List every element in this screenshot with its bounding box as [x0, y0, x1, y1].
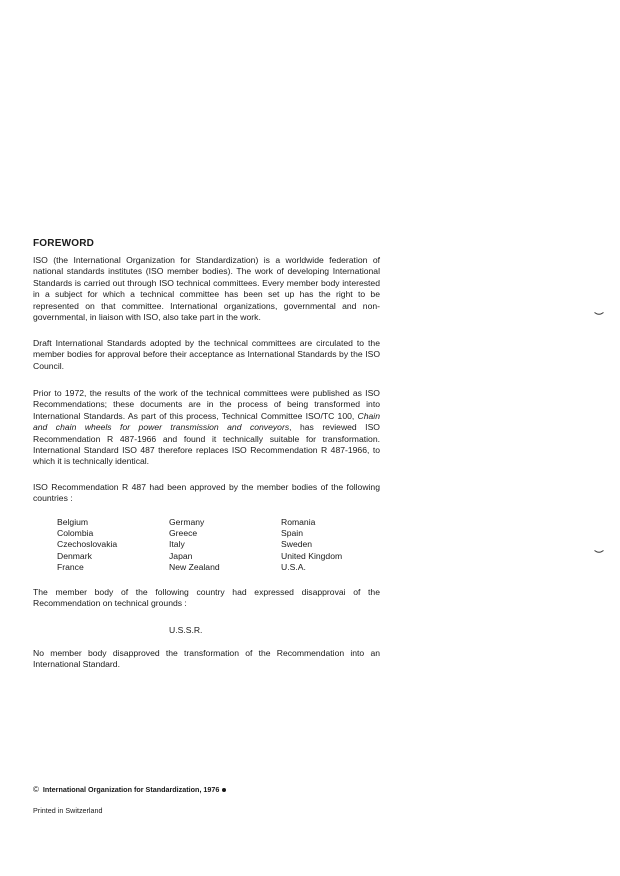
printed-in-line: Printed in Switzerland — [33, 806, 103, 815]
country-item: Denmark — [57, 550, 92, 561]
committee-title: Chain and chain wheels for power transmission and conveyors — [33, 410, 380, 433]
country-item: New Zealand — [169, 561, 220, 572]
foreword-heading: FOREWORD — [33, 238, 95, 249]
country-item: Greece — [169, 528, 198, 539]
copyright-line — [33, 785, 226, 794]
country-item: Colombia — [57, 528, 94, 539]
paragraph-disapproval: The member body of the following country had expressed disapprovai of the Recommendation on technical grounds : — [33, 587, 380, 609]
disapproving-country: U.S.S.R. — [169, 625, 203, 635]
country-item: Germany — [169, 517, 205, 527]
paragraph-approval: ISO Recommendation R 487 had been approved by the member bodies of the following countries : — [33, 482, 380, 504]
country-item: Belgium — [57, 517, 89, 527]
country-item: Italy — [169, 539, 185, 550]
country-item: Romania — [281, 517, 316, 527]
country-item: Japan — [169, 550, 193, 561]
paragraph-iso-intro: ISO (the International Organization for Standardization) is a worldwide federation of national standards institutes (ISO member bodies). The work of developing International Standards is carried out through ISO technical committees. Every member body interested in a subject for which a technical committee has been set up has the right to be represented on that committee. International organizations, governmental and non-governmental, in liaison with ISO, also take part in the work. — [33, 255, 380, 323]
bullet-icon — [222, 788, 226, 792]
copyright-symbol: © — [33, 785, 39, 794]
paragraph-history-text-2: , has reviewed ISO Recommendation R 487-1966 and found it technically suitable for transformation. International Standard ISO 487 therefore replaces ISO Recommendation R 487-1966, to which it is technically identical. — [33, 422, 380, 467]
margin-mark-icon — [594, 550, 604, 554]
country-item: United Kingdom — [281, 550, 343, 561]
country-item: U.S.A. — [281, 561, 306, 572]
country-item: Spain — [281, 528, 303, 539]
paragraph-history-text-1: Prior to 1972, the results of the work of the technical committees were published as ISO Recommendations; these documents are in the process of being transformed into International Standards. As part of this process, Technical Committee ISO/TC 100, — [33, 388, 380, 421]
paragraph-history — [33, 388, 380, 468]
country-item: France — [57, 561, 84, 572]
paragraph-draft-standards: Draft International Standards adopted by the technical committees are circulated to the member bodies for approval before their acceptance as International Standards by the ISO Council. — [33, 338, 380, 371]
country-list — [57, 517, 397, 573]
paragraph-no-disapproval: No member body disapproved the transformation of the Recommendation into an International Standard. — [33, 648, 380, 670]
margin-mark-icon — [594, 312, 604, 316]
country-item: Sweden — [281, 539, 313, 550]
country-item: Czechoslovakia — [57, 539, 118, 550]
copyright-text: International Organization for Standardization, 1976 — [42, 785, 220, 794]
